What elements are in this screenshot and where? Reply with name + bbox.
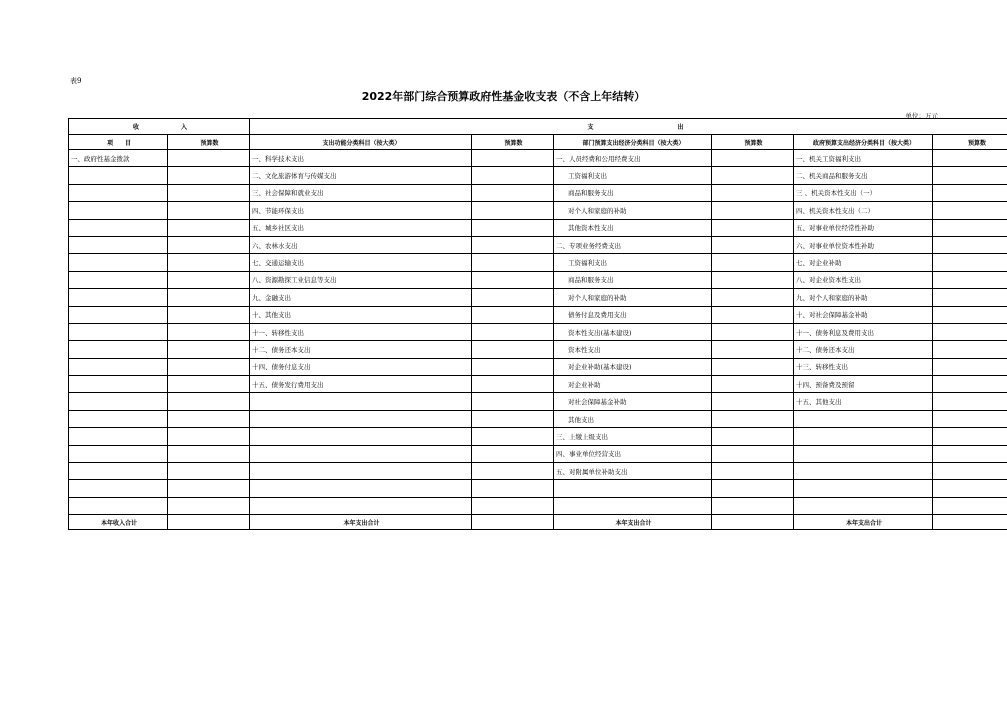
gov-budget-cell	[933, 497, 1007, 514]
gov-item-cell: 八、对企业资本性支出	[794, 271, 933, 288]
gov-item-cell: 二、机关商品和服务支出	[794, 167, 933, 184]
dept-budget-cell	[712, 463, 794, 480]
income-budget-cell	[168, 184, 250, 201]
func-item-cell: 十四、债务付息支出	[250, 358, 472, 375]
dept-budget-cell	[712, 219, 794, 236]
gov-budget-cell	[933, 254, 1007, 271]
budget-table	[68, 118, 1007, 530]
page-title: 2022年部门综合预算政府性基金收支表（不含上年结转）	[361, 90, 646, 103]
func-budget-cell	[472, 358, 554, 375]
income-item-cell	[69, 410, 168, 427]
income-item-cell	[69, 167, 168, 184]
gov-budget-cell	[933, 289, 1007, 306]
func-item-cell	[250, 463, 472, 480]
dept-item-cell: 三、上缴上级支出	[554, 428, 712, 445]
func-item-cell: 八、资源勘探工业信息等支出	[250, 271, 472, 288]
dept-budget-cell	[712, 289, 794, 306]
income-item-cell	[69, 271, 168, 288]
dept-budget-cell	[712, 428, 794, 445]
dept-item-cell: 商品和服务支出	[554, 184, 712, 201]
gov-item-cell: 十三、转移性支出	[794, 358, 933, 375]
table-row	[69, 219, 1007, 236]
col-budget3-header: 预算数	[712, 135, 794, 150]
dept-budget-cell	[712, 271, 794, 288]
table-row	[69, 306, 1007, 323]
gov-budget-cell	[933, 376, 1007, 393]
gov-budget-cell	[933, 480, 1007, 497]
func-budget-cell	[472, 480, 554, 497]
dept-budget-cell	[712, 358, 794, 375]
dept-budget-cell	[712, 254, 794, 271]
gov-budget-cell	[933, 358, 1007, 375]
func-budget-cell	[472, 497, 554, 514]
table-row	[69, 150, 1007, 167]
income-budget-cell	[168, 376, 250, 393]
income-item-cell	[69, 480, 168, 497]
exp-total-value-1	[472, 515, 554, 530]
gov-budget-cell	[933, 271, 1007, 288]
func-item-cell: 七、交通运输支出	[250, 254, 472, 271]
income-budget-cell	[168, 463, 250, 480]
dept-budget-cell	[712, 497, 794, 514]
dept-budget-cell	[712, 341, 794, 358]
dept-item-cell: 资本性支出	[554, 341, 712, 358]
func-item-cell	[250, 393, 472, 410]
func-item-cell: 五、城乡社区支出	[250, 219, 472, 236]
income-item-cell	[69, 306, 168, 323]
func-budget-cell	[472, 202, 554, 219]
income-budget-cell	[168, 323, 250, 340]
income-budget-cell	[168, 480, 250, 497]
gov-item-cell	[794, 497, 933, 514]
income-budget-cell	[168, 358, 250, 375]
func-budget-cell	[472, 410, 554, 427]
dept-item-cell: 二、专项业务经费支出	[554, 236, 712, 253]
gov-item-cell: 十二、债务还本支出	[794, 341, 933, 358]
func-item-cell: 六、农林水支出	[250, 236, 472, 253]
dept-item-cell	[554, 480, 712, 497]
dept-item-cell: 工资福利支出	[554, 167, 712, 184]
dept-budget-cell	[712, 323, 794, 340]
dept-budget-cell	[712, 202, 794, 219]
gov-budget-cell	[933, 463, 1007, 480]
dept-item-cell: 工资福利支出	[554, 254, 712, 271]
dept-budget-cell	[712, 376, 794, 393]
func-item-cell: 四、节能环保支出	[250, 202, 472, 219]
func-budget-cell	[472, 393, 554, 410]
dept-item-cell: 对企业补助	[554, 376, 712, 393]
gov-budget-cell	[933, 428, 1007, 445]
table-number: 表9	[70, 77, 82, 85]
col-budget4-header: 预算数	[933, 135, 1007, 150]
dept-item-cell: 其他支出	[554, 410, 712, 427]
dept-budget-cell	[712, 236, 794, 253]
income-budget-cell	[168, 236, 250, 253]
income-budget-cell	[168, 254, 250, 271]
income-budget-cell	[168, 306, 250, 323]
gov-item-cell: 五、对事业单位经常性补助	[794, 219, 933, 236]
col-dept-header: 部门预算支出经济分类科目（按大类）	[554, 135, 712, 150]
income-budget-cell	[168, 150, 250, 167]
func-item-cell: 十二、债务还本支出	[250, 341, 472, 358]
dept-budget-cell	[712, 393, 794, 410]
dept-item-cell: 对个人和家庭的补助	[554, 202, 712, 219]
header-row-2	[69, 135, 1007, 150]
income-item-cell	[69, 393, 168, 410]
table-row	[69, 254, 1007, 271]
income-item-cell	[69, 445, 168, 462]
gov-item-cell: 七、对企业补助	[794, 254, 933, 271]
func-budget-cell	[472, 167, 554, 184]
gov-budget-cell	[933, 323, 1007, 340]
gov-item-cell	[794, 445, 933, 462]
income-budget-cell	[168, 497, 250, 514]
exp-total-label-1: 本年支出合计	[250, 515, 472, 530]
dept-budget-cell	[712, 410, 794, 427]
income-header: 收 入	[69, 119, 250, 135]
dept-item-cell: 一、人员经费和公用经费支出	[554, 150, 712, 167]
gov-item-cell: 三 、机关资本性支出（一）	[794, 184, 933, 201]
func-item-cell	[250, 480, 472, 497]
gov-item-cell	[794, 480, 933, 497]
dept-item-cell: 四、事业单位经营支出	[554, 445, 712, 462]
expense-header: 支 出	[250, 119, 1007, 135]
header-row-1	[69, 119, 1007, 135]
income-budget-cell	[168, 393, 250, 410]
gov-item-cell: 一、机关工资福利支出	[794, 150, 933, 167]
col-func-header: 支出功能分类科目（按大类）	[250, 135, 472, 150]
func-item-cell: 十一、转移性支出	[250, 323, 472, 340]
income-budget-cell	[168, 445, 250, 462]
table-row	[69, 428, 1007, 445]
income-item-cell	[69, 202, 168, 219]
gov-budget-cell	[933, 150, 1007, 167]
table-row	[69, 236, 1007, 253]
dept-item-cell: 债务付息及费用支出	[554, 306, 712, 323]
table-row	[69, 497, 1007, 514]
func-budget-cell	[472, 445, 554, 462]
func-item-cell: 一、科学技术支出	[250, 150, 472, 167]
func-budget-cell	[472, 184, 554, 201]
exp-total-value-2	[712, 515, 794, 530]
income-item-cell	[69, 463, 168, 480]
col-gov-header: 政府预算支出经济分类科目（按大类）	[794, 135, 933, 150]
func-item-cell	[250, 445, 472, 462]
func-budget-cell	[472, 236, 554, 253]
gov-budget-cell	[933, 167, 1007, 184]
income-item-cell	[69, 428, 168, 445]
dept-item-cell: 对企业补助(基本建设)	[554, 358, 712, 375]
table-row	[69, 184, 1007, 201]
income-item-cell	[69, 323, 168, 340]
dept-budget-cell	[712, 150, 794, 167]
table-row	[69, 410, 1007, 427]
income-budget-cell	[168, 289, 250, 306]
dept-budget-cell	[712, 445, 794, 462]
income-total-label: 本年收入合计	[69, 515, 168, 530]
gov-item-cell	[794, 463, 933, 480]
gov-budget-cell	[933, 236, 1007, 253]
func-budget-cell	[472, 341, 554, 358]
gov-budget-cell	[933, 445, 1007, 462]
gov-budget-cell	[933, 184, 1007, 201]
dept-item-cell: 五、对附属单位补助支出	[554, 463, 712, 480]
exp-total-label-2: 本年支出合计	[554, 515, 712, 530]
income-budget-cell	[168, 341, 250, 358]
unit-label: 单位：万元	[905, 112, 938, 120]
func-item-cell: 十五、债务发行费用支出	[250, 376, 472, 393]
table-row	[69, 341, 1007, 358]
col-budget-header: 预算数	[168, 135, 250, 150]
income-item-cell	[69, 289, 168, 306]
gov-item-cell: 十五、其他支出	[794, 393, 933, 410]
income-item-cell	[69, 184, 168, 201]
func-budget-cell	[472, 306, 554, 323]
table-row	[69, 376, 1007, 393]
func-item-cell: 十、其他支出	[250, 306, 472, 323]
gov-item-cell: 九、对个人和家庭的补助	[794, 289, 933, 306]
income-item-cell	[69, 358, 168, 375]
gov-budget-cell	[933, 393, 1007, 410]
gov-item-cell: 六、对事业单位资本性补助	[794, 236, 933, 253]
func-item-cell: 三、社会保障和就业支出	[250, 184, 472, 201]
func-item-cell	[250, 428, 472, 445]
dept-budget-cell	[712, 306, 794, 323]
table-row	[69, 445, 1007, 462]
dept-budget-cell	[712, 184, 794, 201]
gov-budget-cell	[933, 202, 1007, 219]
table-body	[69, 150, 1007, 515]
gov-item-cell: 十、对社会保障基金补助	[794, 306, 933, 323]
gov-item-cell: 十四、预备费及预留	[794, 376, 933, 393]
func-budget-cell	[472, 463, 554, 480]
func-budget-cell	[472, 428, 554, 445]
gov-budget-cell	[933, 410, 1007, 427]
gov-budget-cell	[933, 341, 1007, 358]
income-item-cell	[69, 341, 168, 358]
table-row	[69, 393, 1007, 410]
func-budget-cell	[472, 271, 554, 288]
dept-item-cell	[554, 497, 712, 514]
func-budget-cell	[472, 219, 554, 236]
income-item-cell: 一、政府性基金拨款	[69, 150, 168, 167]
dept-item-cell: 其他资本性支出	[554, 219, 712, 236]
table-row	[69, 202, 1007, 219]
exp-total-value-3	[933, 515, 1007, 530]
income-budget-cell	[168, 219, 250, 236]
gov-item-cell	[794, 410, 933, 427]
dept-item-cell: 对个人和家庭的补助	[554, 289, 712, 306]
col-budget2-header: 预算数	[472, 135, 554, 150]
table-row	[69, 463, 1007, 480]
func-budget-cell	[472, 254, 554, 271]
income-item-cell	[69, 219, 168, 236]
table-row	[69, 289, 1007, 306]
func-budget-cell	[472, 323, 554, 340]
func-item-cell: 九、金融支出	[250, 289, 472, 306]
gov-budget-cell	[933, 306, 1007, 323]
table-row	[69, 480, 1007, 497]
dept-item-cell: 对社会保障基金补助	[554, 393, 712, 410]
table-row	[69, 323, 1007, 340]
func-budget-cell	[472, 289, 554, 306]
income-budget-cell	[168, 410, 250, 427]
totals-row	[69, 515, 1007, 530]
dept-budget-cell	[712, 167, 794, 184]
gov-item-cell: 十一、债务利息及费用支出	[794, 323, 933, 340]
gov-item-cell: 四、机关资本性支出（二）	[794, 202, 933, 219]
dept-item-cell: 资本性支出(基本建设)	[554, 323, 712, 340]
dept-item-cell: 商品和服务支出	[554, 271, 712, 288]
func-budget-cell	[472, 376, 554, 393]
income-budget-cell	[168, 428, 250, 445]
table-row	[69, 358, 1007, 375]
income-item-cell	[69, 254, 168, 271]
gov-item-cell	[794, 428, 933, 445]
gov-budget-cell	[933, 219, 1007, 236]
income-budget-cell	[168, 167, 250, 184]
func-item-cell: 二、文化旅游体育与传媒支出	[250, 167, 472, 184]
exp-total-label-3: 本年支出合计	[794, 515, 933, 530]
income-total-value	[168, 515, 250, 530]
func-item-cell	[250, 410, 472, 427]
income-budget-cell	[168, 202, 250, 219]
table-row	[69, 167, 1007, 184]
income-item-cell	[69, 236, 168, 253]
col-item-header: 项 目	[69, 135, 168, 150]
income-item-cell	[69, 376, 168, 393]
func-budget-cell	[472, 150, 554, 167]
table-row	[69, 271, 1007, 288]
income-budget-cell	[168, 271, 250, 288]
dept-budget-cell	[712, 480, 794, 497]
func-item-cell	[250, 497, 472, 514]
income-item-cell	[69, 497, 168, 514]
